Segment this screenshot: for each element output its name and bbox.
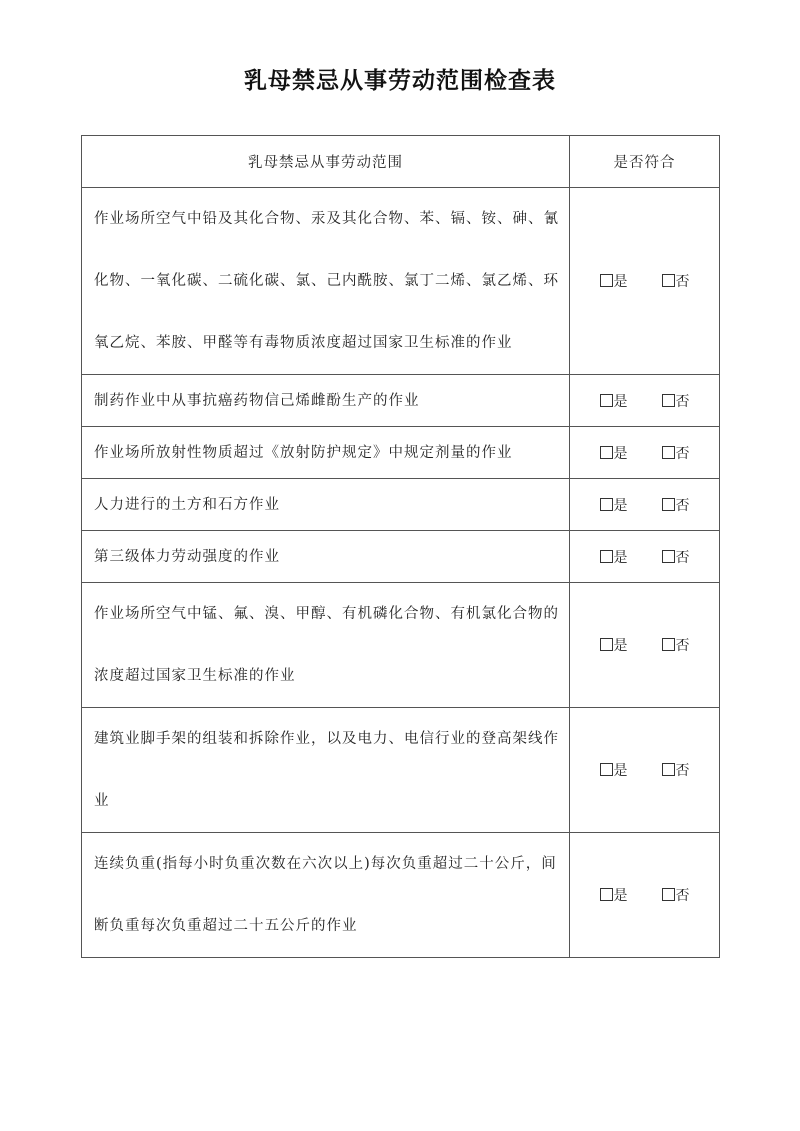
yes-option[interactable] — [600, 391, 628, 411]
table-row — [82, 427, 720, 479]
yes-checkbox[interactable] — [600, 550, 613, 563]
no-checkbox[interactable] — [662, 394, 675, 407]
yes-label: 是 — [613, 497, 628, 514]
item-text: 作业场所空气中铅及其化合物、汞及其化合物、苯、镉、铵、砷、氰化物、一氧化碳、二硫化碳、氯、己内酰胺、氯丁二烯、氯乙烯、环氧乙烷、苯胺、甲醛等有毒物质浓度超过国家卫生标准的作业 — [94, 211, 559, 351]
yes-label: 是 — [613, 445, 628, 462]
yes-checkbox[interactable] — [600, 763, 613, 776]
yes-checkbox[interactable] — [600, 446, 613, 459]
item-cell — [82, 479, 570, 531]
yes-label: 是 — [613, 888, 628, 904]
no-checkbox[interactable] — [662, 763, 675, 776]
no-label: 否 — [675, 445, 690, 462]
option-cell — [570, 375, 720, 427]
item-cell — [82, 708, 570, 833]
yes-label: 是 — [613, 393, 628, 410]
table-row — [82, 531, 720, 583]
item-text: 作业场所放射性物质超过《放射防护规定》中规定剂量的作业 — [94, 444, 513, 461]
table-row — [82, 188, 720, 375]
item-text: 连续负重(指每小时负重次数在六次以上)每次负重超过二十公斤，间断负重每次负重超过二十五公斤的作业 — [94, 856, 557, 934]
no-label: 否 — [675, 497, 690, 514]
option-cell — [570, 427, 720, 479]
yes-checkbox[interactable] — [600, 888, 613, 901]
item-cell — [82, 583, 570, 708]
item-cell — [82, 833, 570, 958]
yes-label: 是 — [613, 274, 628, 290]
no-checkbox[interactable] — [662, 446, 675, 459]
yes-checkbox[interactable] — [600, 638, 613, 651]
item-cell — [82, 375, 570, 427]
table-row — [82, 479, 720, 531]
yes-label: 是 — [613, 549, 628, 566]
no-label: 否 — [675, 888, 690, 904]
no-label: 否 — [675, 549, 690, 566]
header-row — [82, 136, 720, 188]
no-option[interactable] — [662, 547, 690, 567]
no-checkbox[interactable] — [662, 550, 675, 563]
option-cell — [570, 708, 720, 833]
no-option[interactable] — [662, 635, 690, 655]
item-text: 人力进行的土方和石方作业 — [94, 496, 280, 513]
yes-option[interactable] — [600, 635, 628, 655]
option-cell — [570, 479, 720, 531]
header-range: 乳母禁忌从事劳动范围 — [82, 136, 570, 188]
table-row — [82, 375, 720, 427]
no-label: 否 — [675, 763, 690, 779]
yes-option[interactable] — [600, 443, 628, 463]
no-option[interactable] — [662, 760, 690, 780]
table-row — [82, 583, 720, 708]
no-option[interactable] — [662, 271, 690, 291]
no-option[interactable] — [662, 495, 690, 515]
no-checkbox[interactable] — [662, 498, 675, 511]
item-text: 第三级体力劳动强度的作业 — [94, 548, 280, 565]
checklist-table — [81, 135, 720, 958]
header-compliance: 是否符合 — [570, 136, 720, 188]
option-cell — [570, 833, 720, 958]
no-checkbox[interactable] — [662, 638, 675, 651]
no-option[interactable] — [662, 443, 690, 463]
yes-checkbox[interactable] — [600, 274, 613, 287]
item-cell — [82, 427, 570, 479]
table-row — [82, 833, 720, 958]
yes-checkbox[interactable] — [600, 394, 613, 407]
document-title: 乳母禁忌从事劳动范围检查表 — [244, 67, 556, 94]
item-cell — [82, 531, 570, 583]
yes-option[interactable] — [600, 760, 628, 780]
option-cell — [570, 531, 720, 583]
no-label: 否 — [675, 274, 690, 290]
item-text: 建筑业脚手架的组装和拆除作业，以及电力、电信行业的登高架线作业 — [94, 731, 559, 809]
option-cell — [570, 583, 720, 708]
option-cell — [570, 188, 720, 375]
item-text: 作业场所空气中锰、氟、溴、甲醇、有机磷化合物、有机氯化合物的浓度超过国家卫生标准的作业 — [94, 606, 559, 684]
yes-option[interactable] — [600, 495, 628, 515]
yes-option[interactable] — [600, 271, 628, 291]
yes-label: 是 — [613, 638, 628, 654]
yes-checkbox[interactable] — [600, 498, 613, 511]
yes-option[interactable] — [600, 547, 628, 567]
no-checkbox[interactable] — [662, 274, 675, 287]
no-label: 否 — [675, 638, 690, 654]
item-cell — [82, 188, 570, 375]
no-checkbox[interactable] — [662, 888, 675, 901]
item-text: 制药作业中从事抗癌药物信己烯雌酚生产的作业 — [94, 392, 420, 409]
yes-label: 是 — [613, 763, 628, 779]
table-row — [82, 708, 720, 833]
no-label: 否 — [675, 393, 690, 410]
no-option[interactable] — [662, 885, 690, 905]
yes-option[interactable] — [600, 885, 628, 905]
no-option[interactable] — [662, 391, 690, 411]
